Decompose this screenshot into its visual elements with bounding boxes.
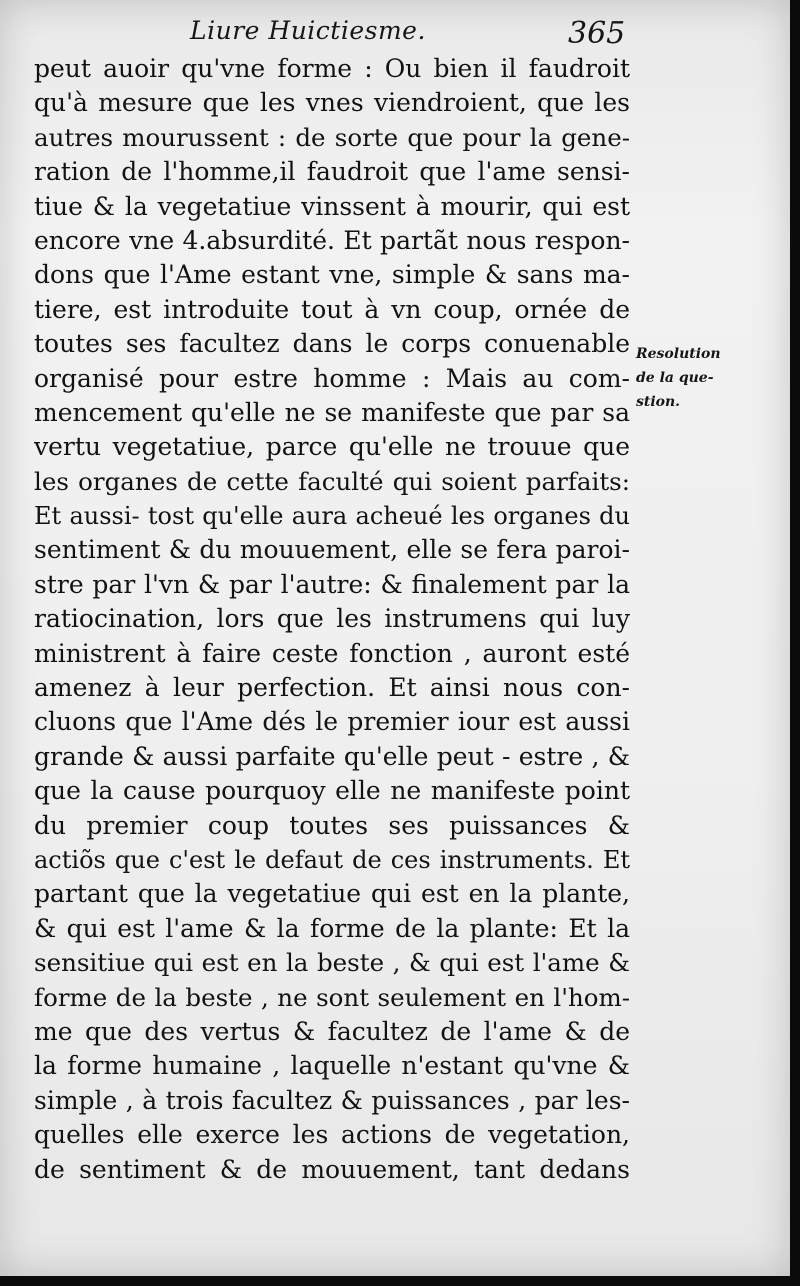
text-line: tiue & la vegetatiue vinssent à mourir, qui est bbox=[34, 191, 630, 221]
text-line: toutes ses facultez dans le corps conuenable bbox=[34, 329, 630, 359]
text-line: que la cause pourquoy elle ne manifeste point bbox=[34, 776, 630, 806]
text-line: sensitiue qui est en la beste , & qui est l'ame & bbox=[34, 948, 630, 978]
text-line: organisé pour estre homme : Mais au com- bbox=[34, 363, 630, 393]
body-text bbox=[34, 52, 630, 1187]
marginal-note-line: stion. bbox=[636, 394, 681, 410]
text-line: tiere, est introduite tout à vn coup, ornée de bbox=[34, 294, 630, 324]
text-line: me que des vertus & facultez de l'ame & de bbox=[34, 1016, 630, 1046]
text-line: amenez à leur perfection. Et ainsi nous con- bbox=[34, 673, 630, 703]
text-line: ration de l'homme,il faudroit que l'ame sensi- bbox=[34, 157, 630, 187]
marginal-note-line: Resolution bbox=[636, 346, 721, 362]
text-line: de sentiment & de mouuement, tant dedans bbox=[34, 1154, 630, 1184]
text-line: ministrent à faire ceste fonction , auront esté bbox=[34, 638, 630, 668]
text-line: qu'à mesure que les vnes viendroient, que les bbox=[34, 88, 630, 118]
text-line: simple , à trois facultez & puissances , par les- bbox=[34, 1085, 630, 1115]
marginal-note bbox=[636, 342, 766, 414]
text-line: cluons que l'Ame dés le premier iour est aussi bbox=[34, 707, 630, 737]
page-number: 365 bbox=[568, 16, 626, 51]
text-line: Et aussi- tost qu'elle aura acheué les organes du bbox=[34, 502, 630, 531]
text-line: autres mourussent : de sorte que pour la gene- bbox=[34, 122, 630, 152]
text-line: sentiment & du mouuement, elle se fera paroi- bbox=[34, 535, 630, 565]
text-line: actiõs que c'est le defaut de ces instruments. Et bbox=[34, 845, 630, 874]
marginal-note-line: de la que- bbox=[636, 370, 714, 386]
running-head: Liure Huictiesme. bbox=[190, 16, 426, 45]
text-line: grande & aussi parfaite qu'elle peut - estre , & bbox=[34, 741, 630, 771]
text-line: ratiocination, lors que les instrumens qui luy bbox=[34, 604, 630, 634]
text-line: mencement qu'elle ne se manifeste que par sa bbox=[34, 397, 630, 427]
text-line: la forme humaine , laquelle n'estant qu'vne & bbox=[34, 1051, 630, 1081]
text-line: quelles elle exerce les actions de vegetation, bbox=[34, 1120, 630, 1150]
text-line: forme de la beste , ne sont seulement en l'hom- bbox=[34, 982, 630, 1012]
text-line: encore vne 4.absurdité. Et partãt nous respon- bbox=[34, 225, 630, 255]
text-line: partant que la vegetatiue qui est en la plante, bbox=[34, 879, 630, 909]
text-line: peut auoir qu'vne forme : Ou bien il faudroit bbox=[34, 54, 630, 83]
text-line: les organes de cette faculté qui soient parfaits: bbox=[34, 466, 630, 496]
text-line: du premier coup toutes ses puissances & bbox=[34, 810, 630, 840]
text-line: & qui est l'ame & la forme de la plante: Et la bbox=[34, 913, 630, 943]
text-line: stre par l'vn & par l'autre: & finalement par la bbox=[34, 569, 630, 599]
text-line: dons que l'Ame estant vne, simple & sans ma- bbox=[34, 260, 630, 290]
text-line: vertu vegetatiue, parce qu'elle ne trouue que bbox=[34, 432, 630, 462]
